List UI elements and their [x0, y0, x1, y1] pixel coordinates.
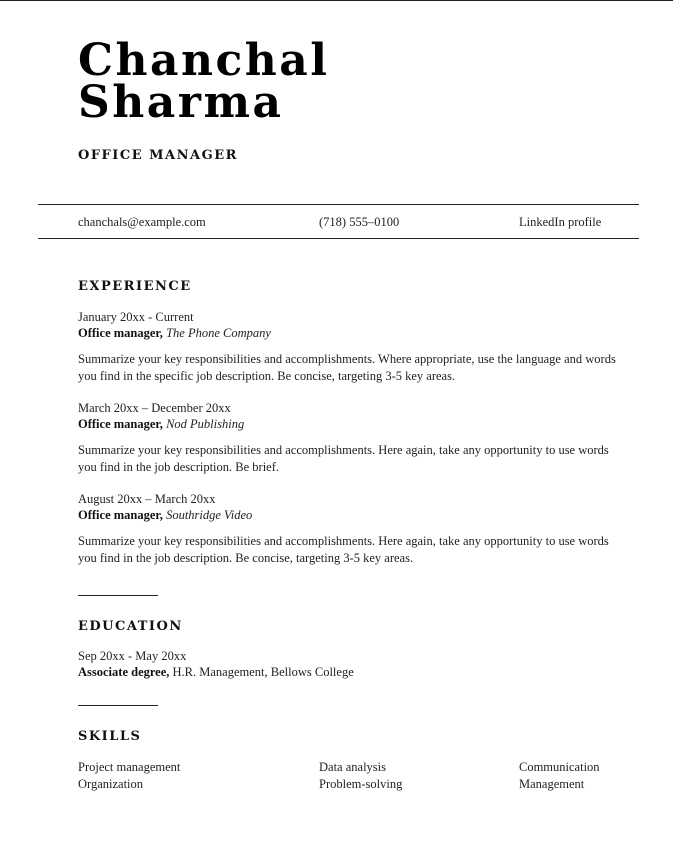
- job-dates: January 20xx - Current: [78, 310, 194, 324]
- skill-item: Project management: [78, 760, 181, 774]
- skill-item: Data analysis: [319, 760, 386, 774]
- education-entry: [78, 648, 618, 690]
- section-divider: [78, 705, 158, 706]
- job-description: Summarize your key responsibilities and accomplishments. Where appropriate, use the language and words you find in the specific job description. Be concise, targeting 3-5 key areas.: [78, 352, 616, 383]
- education-degree-line: [78, 664, 618, 680]
- candidate-name: [78, 35, 330, 128]
- experience-entry: [78, 491, 618, 567]
- section-divider: [78, 595, 158, 596]
- education-dates: Sep 20xx - May 20xx: [78, 649, 187, 663]
- job-company: The Phone Company: [166, 326, 271, 340]
- skill-item: Communication: [519, 760, 600, 774]
- job-company: Nod Publishing: [166, 417, 245, 431]
- job-position: Office manager,: [78, 508, 163, 522]
- experience-entry: [78, 309, 618, 385]
- experience-entry: [78, 400, 618, 476]
- education-details: H.R. Management, Bellows College: [172, 665, 354, 679]
- top-border-line: [0, 0, 673, 1]
- experience-heading: EXPERIENCE: [78, 279, 192, 294]
- job-position: Office manager,: [78, 417, 163, 431]
- job-position: Office manager,: [78, 326, 163, 340]
- contact-email[interactable]: chanchals@example.com: [78, 215, 206, 229]
- job-role: [78, 507, 618, 523]
- job-dates: August 20xx – March 20xx: [78, 492, 216, 506]
- first-name: Chanchal: [78, 35, 330, 86]
- skill-item: Management: [519, 777, 585, 791]
- job-role: [78, 325, 618, 341]
- skill-item: Problem-solving: [319, 777, 403, 791]
- job-description: Summarize your key responsibilities and accomplishments. Here again, take any opportunity to use words you find in the job description. Be brief.: [78, 443, 609, 474]
- skills-list: [78, 759, 638, 793]
- education-degree: Associate degree,: [78, 665, 170, 679]
- skill-item: Organization: [78, 777, 144, 791]
- job-role: [78, 416, 618, 432]
- contact-bar: [38, 204, 639, 239]
- contact-phone[interactable]: (718) 555–0100: [319, 215, 400, 229]
- job-company: Southridge Video: [166, 508, 253, 522]
- skills-heading: SKILLS: [78, 729, 142, 744]
- job-title: OFFICE MANAGER: [78, 148, 238, 163]
- job-dates: March 20xx – December 20xx: [78, 401, 231, 415]
- last-name: Sharma: [78, 77, 284, 128]
- education-heading: EDUCATION: [78, 619, 183, 634]
- contact-linkedin-link[interactable]: LinkedIn profile: [519, 215, 602, 229]
- job-description: Summarize your key responsibilities and accomplishments. Here again, take any opportunity to use words you find in the job description. Be concise, targeting 3-5 key areas.: [78, 534, 609, 565]
